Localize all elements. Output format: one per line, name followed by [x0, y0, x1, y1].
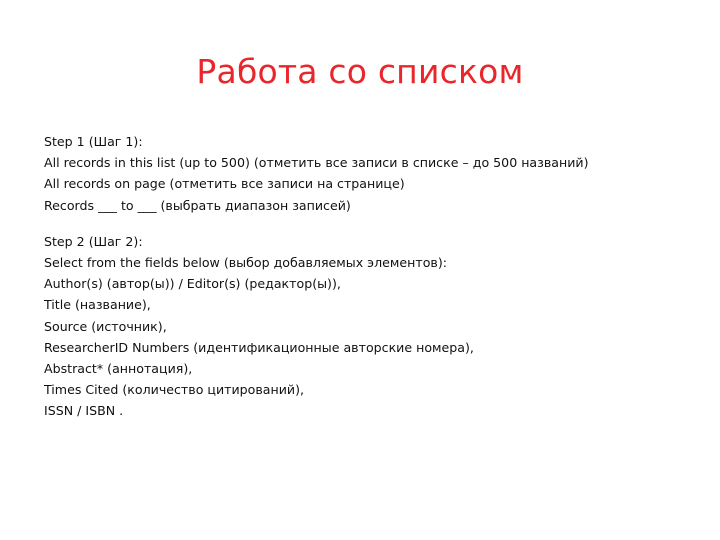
section-spacer	[44, 216, 694, 231]
step-2-line: Author(s) (автор(ы)) / Editor(s) (редактор(ы)),	[44, 276, 341, 292]
step-2-line: Select from the fields below (выбор добавляемых элементов):	[44, 254, 447, 270]
step-1-section	[44, 131, 694, 216]
step-2-heading: Step 2 (Шаг 2):	[44, 233, 143, 249]
step-1-line: All records on page (отметить все записи на странице)	[44, 176, 405, 192]
step-2-line: Times Cited (количество цитирований),	[44, 382, 305, 398]
slide-title: Работа со списком	[196, 52, 524, 91]
step-2-line: Abstract* (аннотация),	[44, 360, 193, 376]
step-2-section	[44, 231, 694, 422]
step-2-line: Source (источник),	[44, 318, 167, 334]
step-2-line: Title (название),	[44, 297, 151, 313]
step-1-heading: Step 1 (Шаг 1):	[44, 134, 143, 149]
slide-body	[44, 131, 694, 421]
step-2-line: ISSN / ISBN .	[44, 403, 124, 419]
step-1-line: All records in this list (up to 500) (отметить все записи в списке – до 500 названий)	[44, 155, 589, 171]
step-1-line: Records ___ to ___ (выбрать диапазон записей)	[44, 197, 351, 213]
step-2-line: ResearcherID Numbers (идентификационные авторские номера),	[44, 339, 474, 355]
